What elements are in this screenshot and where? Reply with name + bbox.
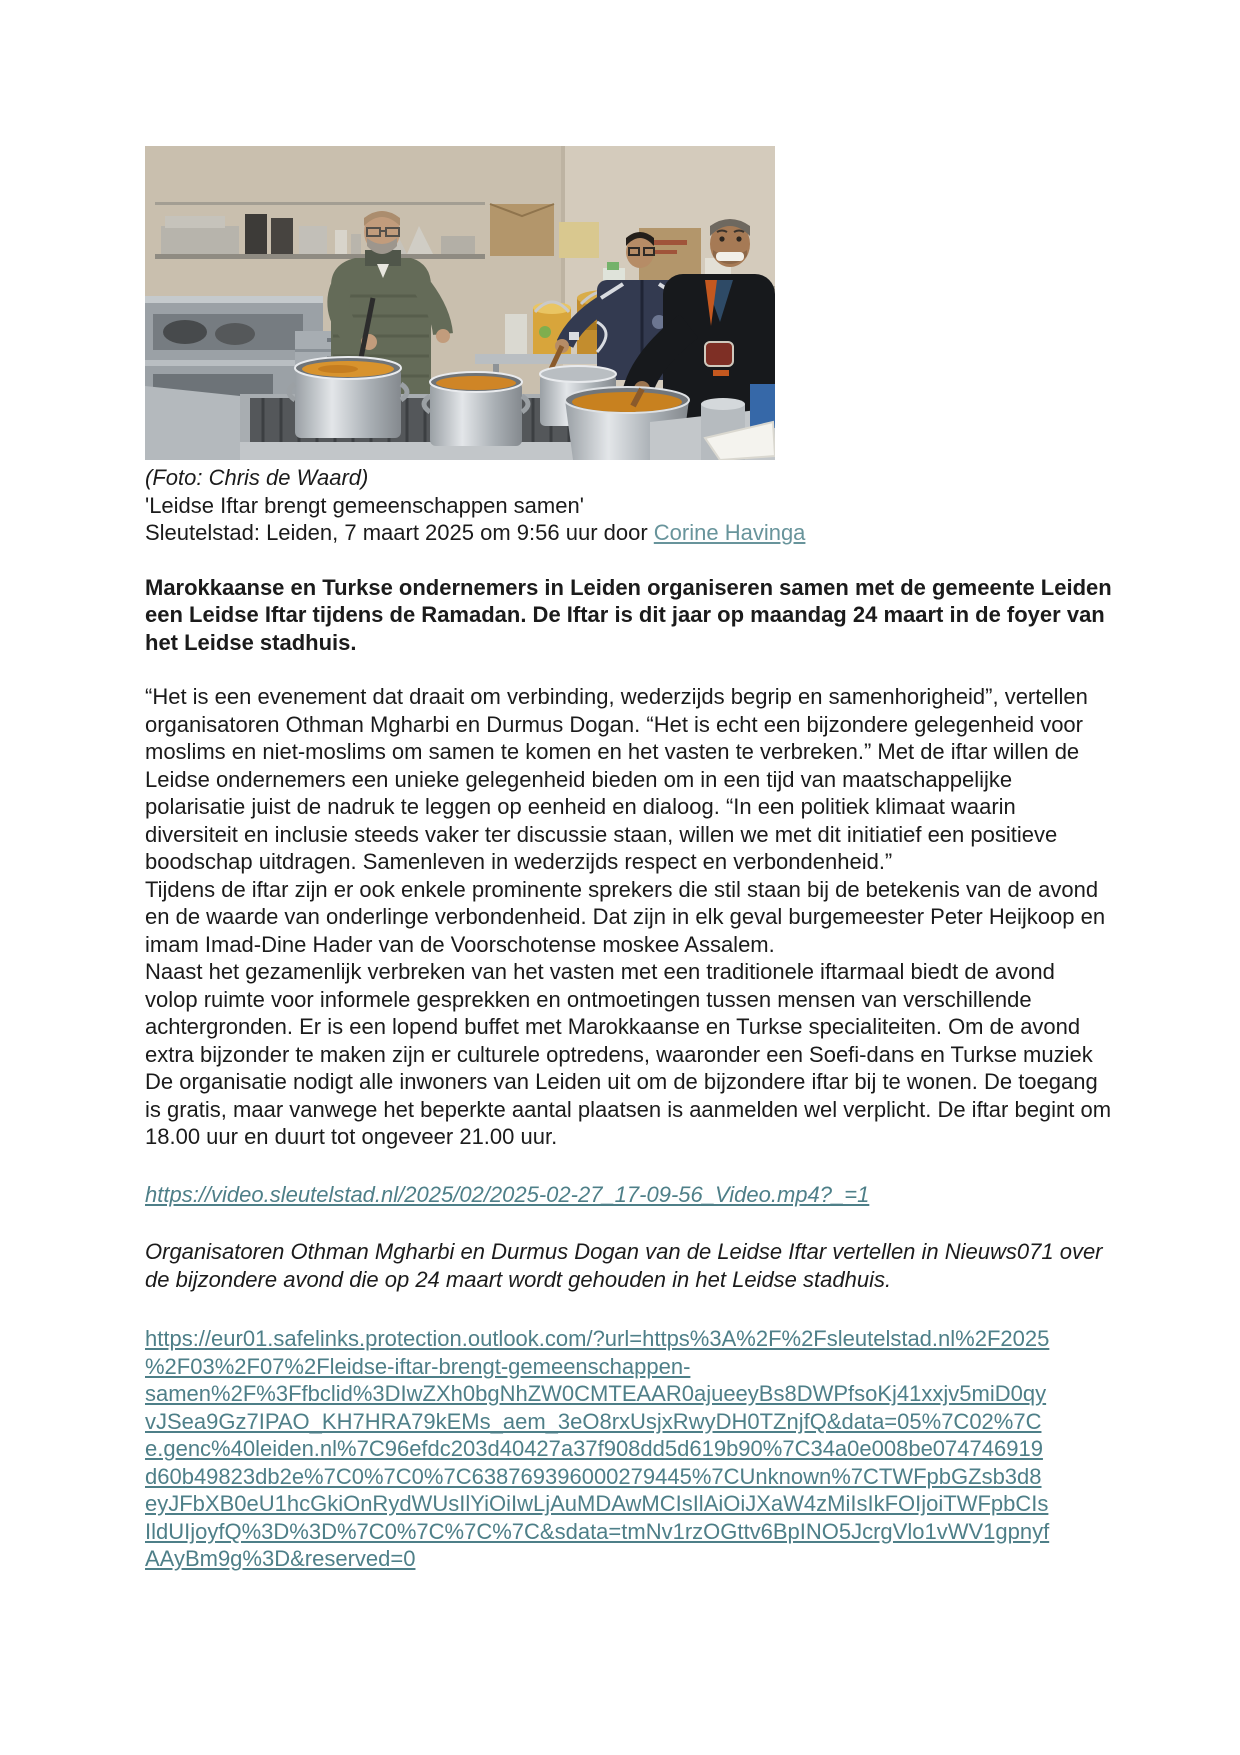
safelink-line: samen%2F%3Ffbclid%3DIwZXh0bgNhZW0CMTEAAR0ajueeyBs8DWPfsoKj41xxjv5miD0qy [145,1381,1047,1406]
italic-note: Organisatoren Othman Mgharbi en Durmus Dogan van de Leidse Iftar vertellen in Nieuws071 over de bijzondere avond die op 24 maart wordt gehouden in het Leidse stadhuis. [145,1239,1103,1292]
lead-paragraph: Marokkaanse en Turkse ondernemers in Leiden organiseren samen met de gemeente Leiden een Leidse Iftar tijdens de Ramadan. De Iftar is dit jaar op maandag 24 maart in de foyer van het Leidse stadhuis. [145,574,1112,655]
safelink-line: AAyBm9g%3D&reserved=0 [145,1546,416,1571]
article-body [145,683,1113,1151]
body-paragraph: Tijdens de iftar zijn er ook enkele prominente sprekers die stil staan bij de betekenis van de avond en de waarde van onderlinge verbondenheid. Dat zijn in elk geval burgemeester Peter Heijkoop en imam Imad-Dine Hader van de Voorschotense moskee Assalem. [145,876,1106,957]
byline-text: Sleutelstad: Leiden, 7 maart 2025 om 9:56 uur door [145,520,654,545]
safelink-url[interactable] [145,1325,1113,1573]
safelink-line: d60b49823db2e%7C0%7C0%7C638769396000279445%7CUnknown%7CTWFpbGZsb3d8 [145,1463,1042,1489]
safelink-line: %2F03%2F07%2Fleidse-iftar-brengt-gemeenschappen- [145,1353,691,1379]
byline [145,519,1113,547]
safelink-line: eyJFbXB0eU1hcGkiOnRydWUsIlYiOiIwLjAuMDAwMCIsIlAiOiJXaW4zMiIsIkFOIjoiTWFpbCIs [145,1491,1049,1516]
body-paragraph: “Het is een evenement dat draait om verbinding, wederzijds begrip en samenhorigheid”, vertellen organisatoren Othman Mgharbi en Durmus Dogan. “Het is echt een bijzondere gelegenheid voor moslims en niet-moslims om samen te komen en het vasten te verbreken.” Met de iftar willen de Leidse ondernemers een unieke gelegenheid bieden om in een tijd van maatschappelijke polarisatie juist de nadruk te leggen op eenheid en dialoog. “In een politiek klimaat waarin diversiteit en inclusie steeds vaker ter discussie staan, willen we met dit initiatief een positieve boodschap uitdragen. Samenleven in wederzijds respect en verbondenheid.” [145,684,1088,874]
body-paragraph: De organisatie nodigt alle inwoners van Leiden uit om de bijzondere iftar bij te wonen. De toegang is gratis, maar vanwege het beperkte aantal plaatsen is aanmelden wel verplicht. De iftar begint om 18.00 uur en duurt tot ongeveer 21.00 uur. [145,1069,1112,1149]
author-link[interactable]: Corine Havinga [653,520,806,545]
video-link[interactable]: https://video.sleutelstad.nl/2025/02/2025-02-27_17-09-56_Video.mp4?_=1 [145,1181,870,1207]
video-link-row [145,1181,1113,1209]
safelink-line: https://eur01.safelinks.protection.outlook.com/?url=https%3A%2F%2Fsleutelstad.nl%2F2025 [145,1326,1050,1351]
body-paragraph: Naast het gezamenlijk verbreken van het vasten met een traditionele iftarmaal biedt de avond volop ruimte voor informele gesprekken en ontmoetingen tussen mensen van verschillende achtergronden. Er is een lopend buffet met Marokkaanse en Turkse specialiteiten. Om de avond extra bijzonder te maken zijn er culturele optredens, waaronder een Soefi-dans en Turkse muziek [145,959,1093,1067]
article-content [145,146,1113,1573]
caption-block [145,464,1113,547]
safelink-line: IldUIjoyfQ%3D%3D%7C0%7C%7C%7C&sdata=tmNv1rzOGttv6BpINO5JcrgVlo1vWV1gpnyf [145,1518,1050,1544]
kitchen-photo-illustration [145,146,775,460]
safelink-line: e.genc%40leiden.nl%7C96efdc203d40427a37f908dd5d619b90%7C34a0e008be074746919 [145,1436,1043,1461]
article-photo [145,146,775,460]
safelink-line: vJSea9Gz7IPAO_KH7HRA79kEMs_aem_3eO8rxUsjxRwyDH0TZnjfQ&data=05%7C02%7C [145,1408,1042,1434]
safelink-row [145,1325,1113,1573]
article-title: 'Leidse Iftar brengt gemeenschappen samen' [145,492,584,518]
photo-caption: (Foto: Chris de Waard) [145,465,369,490]
